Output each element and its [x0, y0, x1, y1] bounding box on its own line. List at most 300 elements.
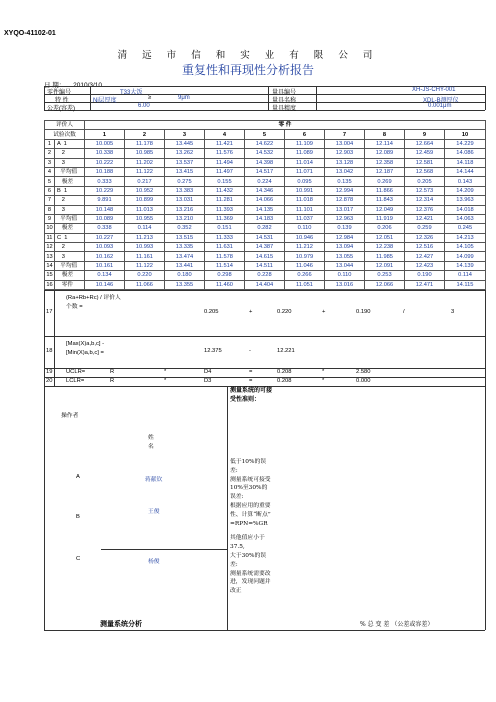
- table-cell: 13.355: [165, 280, 205, 289]
- table-row: [45, 224, 486, 233]
- report-title: 重复性和再现性分析报告: [181, 63, 314, 77]
- table-cell: 11.101: [285, 205, 325, 214]
- table-cell: 0.245: [445, 224, 486, 233]
- table-row: [45, 261, 486, 270]
- table-row: [45, 186, 486, 195]
- row-number: 6: [45, 186, 55, 195]
- table-cell: 12.516: [405, 243, 445, 252]
- part-column-header: 10: [445, 130, 486, 139]
- table-cell: 14.213: [445, 233, 486, 242]
- table-cell: 10.946: [285, 233, 325, 242]
- header-right-border: [485, 86, 486, 110]
- row19-d4: D4: [204, 369, 212, 375]
- table-cell: 10.955: [125, 214, 165, 223]
- table-cell: 11.212: [285, 243, 325, 252]
- table-cell: 12.581: [405, 158, 445, 167]
- table-cell: 12.114: [365, 139, 405, 148]
- table-cell: 13.055: [325, 252, 365, 261]
- table-cell: 0.338: [85, 224, 125, 233]
- table-cell: 14.066: [245, 196, 285, 205]
- table-cell: 12.994: [325, 186, 365, 195]
- table-cell: 10.338: [85, 149, 125, 158]
- row-number: 2: [45, 149, 55, 158]
- table-cell: 11.161: [125, 252, 165, 261]
- table-cell: 13.515: [165, 233, 205, 242]
- gauge-name-label: 量具名称: [272, 98, 297, 104]
- row20-rbar: R̄: [110, 378, 115, 384]
- table-cell: 10.148: [85, 205, 125, 214]
- table-cell: 0.110: [285, 224, 325, 233]
- table-cell: 14.018: [445, 205, 486, 214]
- table-cell: 14.105: [445, 243, 486, 252]
- table-cell: 11.432: [205, 186, 245, 195]
- operator-left-border: [44, 386, 45, 630]
- table-cell: 10.899: [125, 196, 165, 205]
- part-column-header: 2: [125, 130, 165, 139]
- header-divider-1: [90, 86, 91, 110]
- company-name: 清 远 市 信 和 实 业 有 限 公 司: [117, 50, 379, 61]
- row-number: 5: [45, 177, 55, 186]
- table-cell: 9.891: [85, 196, 125, 205]
- feature-label: 特 性: [55, 98, 69, 104]
- row-label: 2: [55, 196, 85, 205]
- operator-c-name: 杨俊: [148, 559, 160, 565]
- table-cell: 0.275: [165, 177, 205, 186]
- table-cell: 10.005: [85, 139, 125, 148]
- table-cell: 12.187: [365, 167, 405, 176]
- table-cell: 10.229: [85, 186, 125, 195]
- table-cell: 12.568: [405, 167, 445, 176]
- row-label: 极差: [55, 177, 85, 186]
- table-cell: 11.014: [285, 158, 325, 167]
- table-cell: 13.210: [165, 214, 205, 223]
- row18-xmin: 12.221: [277, 348, 295, 354]
- table-cell: 0.095: [285, 177, 325, 186]
- feature-spec: 9μm: [178, 95, 190, 101]
- table-cell: 10.162: [85, 252, 125, 261]
- part-column-header: 9: [405, 130, 445, 139]
- row20-d3: D3: [204, 378, 212, 384]
- summary-right-border: [485, 290, 486, 386]
- measurement-table: [44, 120, 486, 290]
- table-cell: 0.333: [85, 177, 125, 186]
- row17-divisor: 3: [451, 309, 455, 315]
- table-cell: 10.991: [285, 186, 325, 195]
- header-left-border: [44, 86, 45, 110]
- table-cell: 0.143: [445, 177, 486, 186]
- table-cell: 0.134: [85, 271, 125, 280]
- table-row: [45, 167, 486, 176]
- date-value: 2010/3/10: [73, 82, 103, 89]
- part-column-header: 5: [245, 130, 285, 139]
- gauge-no-label: 量具编号: [272, 90, 297, 96]
- row18-no: 18: [46, 348, 53, 354]
- table-cell: 0.282: [245, 224, 285, 233]
- criteria-line-6: 其他值应小于37.5,: [230, 535, 265, 551]
- summary-block: [44, 290, 485, 386]
- table-cell: 0.114: [125, 224, 165, 233]
- table-cell: 13.004: [325, 139, 365, 148]
- table-cell: 13.044: [325, 261, 365, 270]
- row20-mul: *: [322, 378, 325, 384]
- trial-label: 试验次数: [45, 130, 85, 139]
- table-cell: 0.259: [405, 224, 445, 233]
- table-cell: 12.314: [405, 196, 445, 205]
- row19-eq: =: [249, 369, 253, 375]
- operator-b-name: 王俊: [148, 509, 160, 515]
- table-cell: 11.460: [205, 280, 245, 289]
- table-cell: 0.266: [285, 271, 325, 280]
- criteria-line-1: 低于10%的误差:: [230, 459, 267, 474]
- table-cell: 0.114: [445, 271, 486, 280]
- row-label: A 1: [55, 139, 85, 148]
- table-cell: 11.919: [365, 214, 405, 223]
- column-header-row: [45, 130, 486, 139]
- operator-label: 操作者: [61, 413, 79, 419]
- table-cell: 0.155: [205, 177, 245, 186]
- row17-op2: +: [322, 309, 326, 315]
- row-number: 7: [45, 196, 55, 205]
- header-divider-2: [268, 86, 269, 110]
- table-cell: 13.335: [165, 243, 205, 252]
- table-cell: 0.298: [205, 271, 245, 280]
- table-cell: 13.445: [165, 139, 205, 148]
- criteria-line-4: 根据应用的重要性、计算“断点”: [230, 502, 271, 518]
- table-cell: 11.421: [205, 139, 245, 148]
- table-cell: 11.037: [285, 214, 325, 223]
- part-column-header: 1: [85, 130, 125, 139]
- row-number: 1: [45, 139, 55, 148]
- row18-formula: [Max(X)a,b,c] - [Min(X)a,b,c] =: [66, 341, 105, 356]
- table-cell: 0.352: [165, 224, 205, 233]
- table-cell: 12.878: [325, 196, 365, 205]
- table-cell: 0.269: [365, 177, 405, 186]
- feature-value: Ni层厚度: [93, 98, 117, 104]
- part-column-header: 4: [205, 130, 245, 139]
- table-cell: 13.963: [445, 196, 486, 205]
- row20-op: *: [164, 378, 167, 384]
- table-cell: 11.051: [285, 280, 325, 289]
- table-cell: 14.139: [445, 261, 486, 270]
- table-cell: 0.190: [405, 271, 445, 280]
- operator-row-line: [101, 549, 227, 550]
- criteria-line-5: =RPN=%GR: [230, 520, 268, 527]
- row17-no: 17: [46, 309, 53, 315]
- table-cell: 10.979: [285, 252, 325, 261]
- row20-eq: =: [249, 378, 253, 384]
- row17-rbar-c: 0.190: [356, 309, 371, 315]
- part-column-header: 8: [365, 130, 405, 139]
- row-label: 极差: [55, 224, 85, 233]
- table-cell: 12.421: [405, 214, 445, 223]
- header-divider-3: [316, 86, 317, 110]
- table-cell: 10.227: [85, 233, 125, 242]
- row-number: 11: [45, 233, 55, 242]
- row-number: 16: [46, 281, 53, 288]
- row17-formula: (Ra+Rb+Rc) / 评价人个数 =: [66, 295, 121, 310]
- row17-rbar-b: 0.220: [277, 309, 292, 315]
- table-cell: 12.984: [325, 233, 365, 242]
- table-cell: 11.122: [125, 167, 165, 176]
- table-cell: 11.333: [205, 233, 245, 242]
- table-cell: 11.393: [205, 205, 245, 214]
- table-cell: 13.128: [325, 158, 365, 167]
- table-cell: 10.952: [125, 186, 165, 195]
- footer-right-label: % 总 变 差 （公差或容差）: [360, 621, 434, 628]
- row19-no: 19: [46, 369, 53, 375]
- part-column-header: 6: [285, 130, 325, 139]
- operator-a-id: A: [76, 474, 80, 480]
- table-cell: 12.376: [405, 205, 445, 214]
- part-column-header: 3: [165, 130, 205, 139]
- table-cell: 11.578: [205, 252, 245, 261]
- table-row: [45, 205, 486, 214]
- table-cell: 10.188: [85, 167, 125, 176]
- table-cell: 11.213: [125, 233, 165, 242]
- criteria-title: 测量系统的可接受性准则：: [230, 387, 273, 403]
- table-cell: 11.046: [285, 261, 325, 270]
- table-cell: 14.615: [245, 252, 285, 261]
- table-cell: 10.222: [85, 158, 125, 167]
- table-cell: 12.963: [325, 214, 365, 223]
- table-cell: 11.985: [365, 252, 405, 261]
- table-cell: 13.537: [165, 158, 205, 167]
- table-cell: 13.441: [165, 261, 205, 270]
- table-row: [45, 196, 486, 205]
- table-cell: 14.115: [445, 280, 486, 289]
- table-cell: 11.109: [285, 139, 325, 148]
- row-number: 8: [45, 205, 55, 214]
- tolerance-value: 6.00: [138, 103, 150, 109]
- table-cell: 11.576: [205, 149, 245, 158]
- row-label: 平均值: [55, 214, 85, 223]
- table-row: [45, 252, 486, 261]
- row-label: 零件: [55, 280, 85, 289]
- table-cell: 12.573: [405, 186, 445, 195]
- table-cell: 12.049: [365, 205, 405, 214]
- table-cell: 12.089: [365, 149, 405, 158]
- criteria-line-7: 大于30%的误差:: [230, 552, 267, 568]
- table-cell: 10.993: [125, 243, 165, 252]
- operator-right-border: [485, 386, 486, 630]
- summary-left-border: [44, 290, 45, 386]
- row-number: 13: [46, 253, 53, 260]
- row-number: 14: [46, 263, 53, 270]
- gauge-accuracy-value: 0.001μm: [428, 103, 452, 109]
- table-cell: 12.326: [405, 233, 445, 242]
- row-label: 2: [55, 243, 85, 252]
- table-cell: 10.161: [85, 261, 125, 270]
- table-cell: 11.089: [285, 149, 325, 158]
- table-cell: 13.216: [165, 205, 205, 214]
- table-cell: 11.281: [205, 196, 245, 205]
- part-column-header: 7: [325, 130, 365, 139]
- row17-op3: /: [403, 309, 405, 315]
- operator-c-id: C: [76, 556, 81, 562]
- table-cell: 14.531: [245, 233, 285, 242]
- row20-no: 20: [46, 378, 53, 384]
- row-number: 15: [46, 272, 53, 279]
- row-label: 3: [55, 205, 85, 214]
- table-cell: 0.253: [365, 271, 405, 280]
- table-cell: 11.497: [205, 167, 245, 176]
- table-cell: 11.514: [205, 261, 245, 270]
- table-cell: 10.146: [85, 280, 125, 289]
- table-cell: 0.224: [245, 177, 285, 186]
- table-row: [45, 177, 486, 186]
- row17-rbar-a: 0.205: [204, 309, 219, 315]
- row-label: 平均值: [55, 261, 85, 270]
- row-label: 3: [55, 158, 85, 167]
- table-cell: 14.404: [245, 280, 285, 289]
- table-cell: 11.071: [285, 167, 325, 176]
- table-cell: 0.206: [365, 224, 405, 233]
- row-number: 9: [45, 214, 55, 223]
- tolerance-label: 公差(容差): [47, 106, 75, 112]
- table-cell: 0.110: [325, 271, 365, 280]
- table-cell: 13.474: [165, 252, 205, 261]
- gauge-name-value: XDL-B测厚仪: [423, 98, 459, 104]
- document-number: XYQO-41102-01: [4, 30, 56, 37]
- table-row: [45, 271, 486, 280]
- feature-operator: ≥: [148, 95, 152, 101]
- table-row: [45, 149, 486, 158]
- table-cell: 12.664: [405, 139, 445, 148]
- gauge-accuracy-label: 量具精度: [272, 106, 297, 112]
- table-row: [45, 139, 486, 148]
- table-row: [45, 158, 486, 167]
- table-cell: 13.094: [325, 243, 365, 252]
- table-cell: 10.985: [125, 149, 165, 158]
- row-label: B 1: [55, 186, 85, 195]
- table-cell: 11.843: [365, 196, 405, 205]
- table-cell: 12.051: [365, 233, 405, 242]
- table-cell: 11.202: [125, 158, 165, 167]
- row20-value: 0.208: [277, 378, 292, 384]
- table-cell: 13.383: [165, 186, 205, 195]
- part-no-value: T33大饭: [120, 90, 143, 96]
- table-cell: 12.066: [365, 280, 405, 289]
- summary-no-divider: [54, 290, 55, 386]
- table-cell: 12.358: [365, 158, 405, 167]
- criteria-line-3: 10%至30%的误差:: [230, 485, 268, 501]
- criteria-line-2: 测量系统可接受: [230, 476, 271, 483]
- gauge-no-value: XH-JS-CHY-001: [412, 87, 456, 93]
- operator-divider: [227, 386, 228, 630]
- row20-label: LCLR=: [66, 378, 85, 384]
- table-row: [45, 233, 486, 242]
- table-cell: 14.387: [245, 243, 285, 252]
- table-cell: 14.118: [445, 158, 486, 167]
- row18-xmax: 12.375: [204, 348, 222, 354]
- row19-op: *: [164, 369, 167, 375]
- table-cell: 11.369: [205, 214, 245, 223]
- table-row: [45, 214, 486, 223]
- table-cell: 13.017: [325, 205, 365, 214]
- table-cell: 13.031: [165, 196, 205, 205]
- table-cell: 12.903: [325, 149, 365, 158]
- table-cell: 13.415: [165, 167, 205, 176]
- table-cell: 14.622: [245, 139, 285, 148]
- table-cell: 0.205: [405, 177, 445, 186]
- row19-value: 0.208: [277, 369, 292, 375]
- table-cell: 0.135: [325, 177, 365, 186]
- table-cell: 11.122: [125, 261, 165, 270]
- part-no-label: 零件编号: [47, 90, 72, 96]
- row19-result: 2.580: [356, 369, 371, 375]
- criteria-block: [230, 458, 272, 596]
- table-cell: 14.398: [245, 158, 285, 167]
- table-cell: 0.220: [125, 271, 165, 280]
- operator-b-id: B: [76, 514, 80, 520]
- table-cell: 11.013: [125, 205, 165, 214]
- table-row: [45, 280, 486, 289]
- table-cell: 11.631: [205, 243, 245, 252]
- row-label: 平均值: [55, 167, 85, 176]
- row17-bottom-border: [44, 336, 485, 337]
- row20-result: 0.000: [356, 378, 371, 384]
- appraiser-header-row: [45, 121, 486, 130]
- table-cell: 14.209: [445, 186, 486, 195]
- table-cell: 11.866: [365, 186, 405, 195]
- table-cell: 0.139: [325, 224, 365, 233]
- table-cell: 12.238: [365, 243, 405, 252]
- table-row: [45, 243, 486, 252]
- operator-bottom-border: [44, 630, 485, 631]
- date-label: 日 期：: [44, 82, 66, 89]
- criteria-line-8: 测量系统需要改进，发现问题并改正: [230, 570, 271, 595]
- table-cell: 12.091: [365, 261, 405, 270]
- table-cell: 0.180: [165, 271, 205, 280]
- table-cell: 12.423: [405, 261, 445, 270]
- table-cell: 12.459: [405, 149, 445, 158]
- row17-op1: +: [249, 309, 253, 315]
- table-cell: 0.151: [205, 224, 245, 233]
- table-cell: 11.018: [285, 196, 325, 205]
- row-label: 3: [55, 252, 85, 261]
- row-number: 4: [45, 167, 55, 176]
- part-header: 零 件: [85, 121, 486, 130]
- table-cell: 14.183: [245, 214, 285, 223]
- table-cell: 14.086: [445, 149, 486, 158]
- row-label: C 1: [55, 233, 85, 242]
- table-cell: 10.093: [85, 243, 125, 252]
- table-cell: 14.532: [245, 149, 285, 158]
- table-cell: 14.063: [445, 214, 486, 223]
- row-label: 2: [55, 149, 85, 158]
- header-bottom-border: [44, 110, 485, 111]
- table-cell: 14.511: [245, 261, 285, 270]
- table-cell: 11.494: [205, 158, 245, 167]
- row19-mul: *: [322, 369, 325, 375]
- operator-a-name: 蒋献钦: [145, 477, 163, 483]
- footer-left-label: 测量系统分析: [100, 619, 142, 628]
- row18-op: -: [249, 348, 251, 354]
- operator-section: [44, 386, 485, 630]
- appraiser-label: 评价人: [45, 121, 85, 130]
- table-cell: 14.135: [245, 205, 285, 214]
- table-cell: 14.099: [445, 252, 486, 261]
- table-cell: 11.066: [125, 280, 165, 289]
- row19-label: UCLR=: [66, 369, 86, 375]
- table-cell: 13.262: [165, 149, 205, 158]
- row-number: 12: [46, 244, 53, 251]
- name-label: 姓名: [148, 435, 154, 450]
- row19-rbar: R̄: [110, 369, 115, 375]
- table-cell: 12.427: [405, 252, 445, 261]
- table-cell: 13.016: [325, 280, 365, 289]
- table-cell: 14.517: [245, 167, 285, 176]
